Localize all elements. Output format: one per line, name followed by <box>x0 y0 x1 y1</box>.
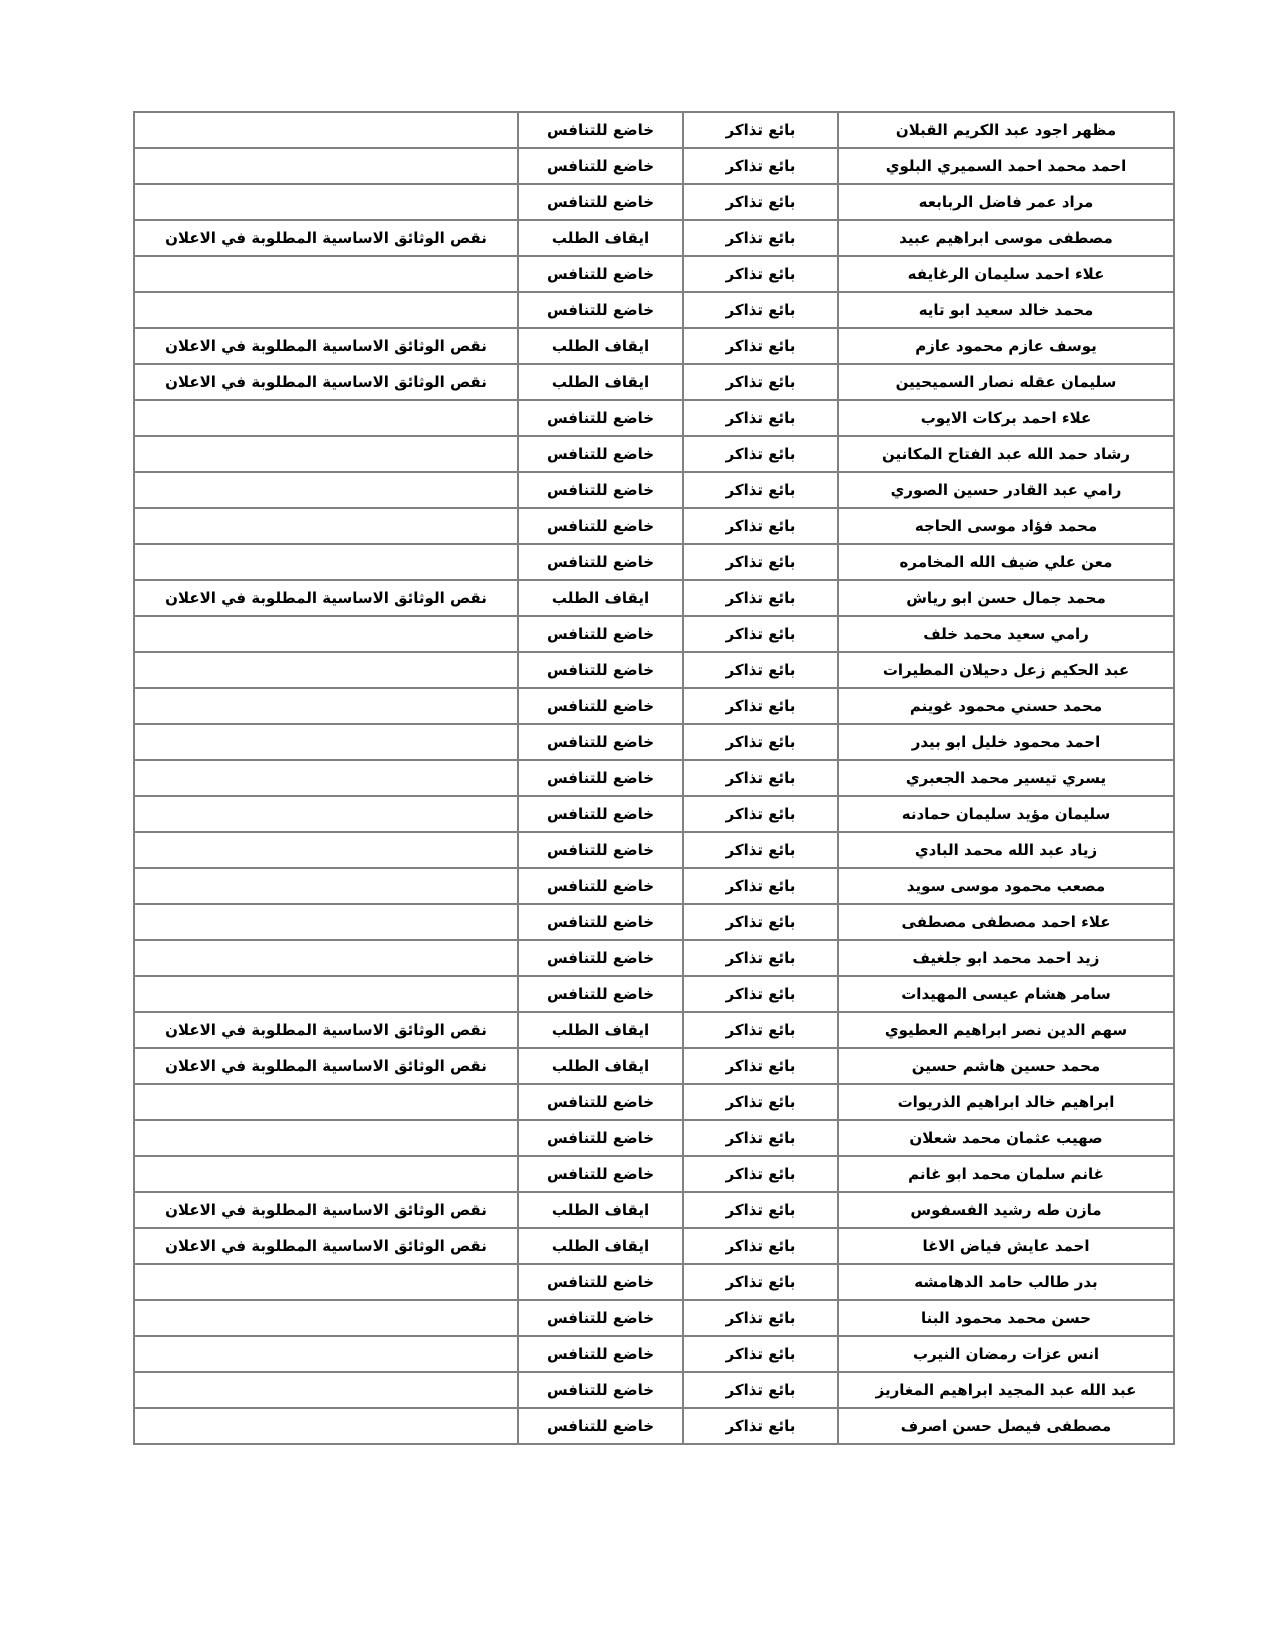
status-cell: خاضع للتنافس <box>518 616 683 652</box>
note-cell: نقص الوثائق الاساسية المطلوبة في الاعلان <box>134 1228 518 1264</box>
job-title-cell: بائع تذاكر <box>683 1336 838 1372</box>
applicant-name-cell: انس عزات رمضان النيرب <box>838 1336 1174 1372</box>
table-row <box>134 1408 1174 1444</box>
table-row <box>134 508 1174 544</box>
applicant-name-cell: مصطفى فيصل حسن اصرف <box>838 1408 1174 1444</box>
note-cell <box>134 616 518 652</box>
status-cell: خاضع للتنافس <box>518 184 683 220</box>
note-cell: نقص الوثائق الاساسية المطلوبة في الاعلان <box>134 364 518 400</box>
table-row <box>134 1300 1174 1336</box>
applicant-name-cell: عبد الله عبد المجيد ابراهيم المغاريز <box>838 1372 1174 1408</box>
applicants-table <box>133 111 1175 1445</box>
note-cell: نقص الوثائق الاساسية المطلوبة في الاعلان <box>134 1048 518 1084</box>
job-title-cell: بائع تذاكر <box>683 940 838 976</box>
note-cell: نقص الوثائق الاساسية المطلوبة في الاعلان <box>134 220 518 256</box>
table-row <box>134 580 1174 616</box>
job-title-cell: بائع تذاكر <box>683 796 838 832</box>
table-row <box>134 652 1174 688</box>
job-title-cell: بائع تذاكر <box>683 148 838 184</box>
job-title-cell: بائع تذاكر <box>683 904 838 940</box>
note-cell <box>134 184 518 220</box>
note-cell <box>134 1372 518 1408</box>
applicant-name-cell: حسن محمد محمود البنا <box>838 1300 1174 1336</box>
table-row <box>134 184 1174 220</box>
status-cell: خاضع للتنافس <box>518 1156 683 1192</box>
job-title-cell: بائع تذاكر <box>683 472 838 508</box>
table-body <box>134 112 1174 1444</box>
table-row <box>134 1264 1174 1300</box>
applicant-name-cell: احمد عايش فياض الاغا <box>838 1228 1174 1264</box>
status-cell: خاضع للتنافس <box>518 724 683 760</box>
applicant-name-cell: علاء احمد مصطفى مصطفى <box>838 904 1174 940</box>
applicant-name-cell: يوسف عازم محمود عازم <box>838 328 1174 364</box>
table-row <box>134 1120 1174 1156</box>
applicant-name-cell: بدر طالب حامد الدهامشه <box>838 1264 1174 1300</box>
table-row <box>134 1192 1174 1228</box>
job-title-cell: بائع تذاكر <box>683 292 838 328</box>
job-title-cell: بائع تذاكر <box>683 1012 838 1048</box>
applicant-name-cell: زيد احمد محمد ابو جلغيف <box>838 940 1174 976</box>
status-cell: خاضع للتنافس <box>518 400 683 436</box>
job-title-cell: بائع تذاكر <box>683 1048 838 1084</box>
job-title-cell: بائع تذاكر <box>683 1372 838 1408</box>
status-cell: خاضع للتنافس <box>518 904 683 940</box>
status-cell: خاضع للتنافس <box>518 652 683 688</box>
applicant-name-cell: علاء احمد سليمان الرغايفه <box>838 256 1174 292</box>
table-row <box>134 256 1174 292</box>
table-row <box>134 940 1174 976</box>
job-title-cell: بائع تذاكر <box>683 220 838 256</box>
table-row <box>134 904 1174 940</box>
job-title-cell: بائع تذاكر <box>683 832 838 868</box>
note-cell <box>134 508 518 544</box>
table-row <box>134 112 1174 148</box>
status-cell: ايقاف الطلب <box>518 1048 683 1084</box>
status-cell: خاضع للتنافس <box>518 1300 683 1336</box>
table-row <box>134 364 1174 400</box>
applicant-name-cell: يسري تيسير محمد الجعبري <box>838 760 1174 796</box>
status-cell: خاضع للتنافس <box>518 292 683 328</box>
applicant-name-cell: رامي عبد القادر حسين الصوري <box>838 472 1174 508</box>
table-row <box>134 1156 1174 1192</box>
table-row <box>134 220 1174 256</box>
applicant-name-cell: مازن طه رشيد الفسفوس <box>838 1192 1174 1228</box>
status-cell: خاضع للتنافس <box>518 832 683 868</box>
job-title-cell: بائع تذاكر <box>683 760 838 796</box>
job-title-cell: بائع تذاكر <box>683 508 838 544</box>
note-cell <box>134 292 518 328</box>
job-title-cell: بائع تذاكر <box>683 256 838 292</box>
job-title-cell: بائع تذاكر <box>683 868 838 904</box>
applicant-name-cell: محمد جمال حسن ابو رياش <box>838 580 1174 616</box>
applicant-name-cell: رامي سعيد محمد خلف <box>838 616 1174 652</box>
status-cell: خاضع للتنافس <box>518 1264 683 1300</box>
job-title-cell: بائع تذاكر <box>683 724 838 760</box>
job-title-cell: بائع تذاكر <box>683 1120 838 1156</box>
status-cell: خاضع للتنافس <box>518 148 683 184</box>
note-cell <box>134 1300 518 1336</box>
note-cell <box>134 760 518 796</box>
applicant-name-cell: سامر هشام عيسى المهيدات <box>838 976 1174 1012</box>
job-title-cell: بائع تذاكر <box>683 616 838 652</box>
job-title-cell: بائع تذاكر <box>683 544 838 580</box>
table-row <box>134 544 1174 580</box>
applicant-name-cell: مصعب محمود موسى سويد <box>838 868 1174 904</box>
table-row <box>134 148 1174 184</box>
status-cell: ايقاف الطلب <box>518 580 683 616</box>
note-cell <box>134 688 518 724</box>
job-title-cell: بائع تذاكر <box>683 184 838 220</box>
job-title-cell: بائع تذاكر <box>683 580 838 616</box>
status-cell: خاضع للتنافس <box>518 1336 683 1372</box>
table-row <box>134 436 1174 472</box>
status-cell: ايقاف الطلب <box>518 328 683 364</box>
note-cell <box>134 1336 518 1372</box>
note-cell: نقص الوثائق الاساسية المطلوبة في الاعلان <box>134 328 518 364</box>
table-row <box>134 832 1174 868</box>
applicant-name-cell: صهيب عثمان محمد شعلان <box>838 1120 1174 1156</box>
job-title-cell: بائع تذاكر <box>683 436 838 472</box>
applicant-name-cell: غانم سلمان محمد ابو غانم <box>838 1156 1174 1192</box>
status-cell: خاضع للتنافس <box>518 1084 683 1120</box>
applicant-name-cell: سهم الدين نصر ابراهيم العطيوي <box>838 1012 1174 1048</box>
job-title-cell: بائع تذاكر <box>683 1156 838 1192</box>
table-row <box>134 976 1174 1012</box>
status-cell: خاضع للتنافس <box>518 544 683 580</box>
applicant-name-cell: محمد حسين هاشم حسين <box>838 1048 1174 1084</box>
status-cell: خاضع للتنافس <box>518 688 683 724</box>
applicant-name-cell: رشاد حمد الله عبد الفتاح المكانين <box>838 436 1174 472</box>
status-cell: خاضع للتنافس <box>518 868 683 904</box>
job-title-cell: بائع تذاكر <box>683 1300 838 1336</box>
applicant-name-cell: محمد حسني محمود غوينم <box>838 688 1174 724</box>
note-cell <box>134 832 518 868</box>
applicant-name-cell: سليمان مؤيد سليمان حمادنه <box>838 796 1174 832</box>
table-row <box>134 1372 1174 1408</box>
note-cell <box>134 724 518 760</box>
status-cell: خاضع للتنافس <box>518 1372 683 1408</box>
note-cell <box>134 148 518 184</box>
note-cell <box>134 868 518 904</box>
table-row <box>134 724 1174 760</box>
status-cell: خاضع للتنافس <box>518 940 683 976</box>
applicant-name-cell: علاء احمد بركات الايوب <box>838 400 1174 436</box>
applicant-name-cell: عبد الحكيم زعل دحيلان المطيرات <box>838 652 1174 688</box>
applicant-name-cell: محمد خالد سعيد ابو تايه <box>838 292 1174 328</box>
table-row <box>134 1336 1174 1372</box>
note-cell <box>134 1156 518 1192</box>
job-title-cell: بائع تذاكر <box>683 328 838 364</box>
status-cell: ايقاف الطلب <box>518 220 683 256</box>
status-cell: خاضع للتنافس <box>518 256 683 292</box>
job-title-cell: بائع تذاكر <box>683 1228 838 1264</box>
note-cell <box>134 544 518 580</box>
note-cell <box>134 904 518 940</box>
note-cell <box>134 112 518 148</box>
table-row <box>134 688 1174 724</box>
table-row <box>134 1012 1174 1048</box>
job-title-cell: بائع تذاكر <box>683 976 838 1012</box>
applicant-name-cell: مراد عمر فاضل الربابعه <box>838 184 1174 220</box>
note-cell <box>134 976 518 1012</box>
job-title-cell: بائع تذاكر <box>683 1084 838 1120</box>
applicant-name-cell: احمد محمد احمد السميري البلوي <box>838 148 1174 184</box>
note-cell <box>134 1408 518 1444</box>
status-cell: خاضع للتنافس <box>518 1120 683 1156</box>
note-cell <box>134 436 518 472</box>
applicant-name-cell: معن علي ضيف الله المخامره <box>838 544 1174 580</box>
table-row <box>134 328 1174 364</box>
status-cell: خاضع للتنافس <box>518 1408 683 1444</box>
applicant-name-cell: سليمان عقله نصار السميحيين <box>838 364 1174 400</box>
table-row <box>134 1048 1174 1084</box>
note-cell <box>134 472 518 508</box>
table-row <box>134 400 1174 436</box>
note-cell <box>134 652 518 688</box>
status-cell: ايقاف الطلب <box>518 1192 683 1228</box>
status-cell: خاضع للتنافس <box>518 976 683 1012</box>
job-title-cell: بائع تذاكر <box>683 688 838 724</box>
note-cell: نقص الوثائق الاساسية المطلوبة في الاعلان <box>134 1012 518 1048</box>
status-cell: خاضع للتنافس <box>518 112 683 148</box>
table-row <box>134 1084 1174 1120</box>
table-row <box>134 292 1174 328</box>
note-cell <box>134 796 518 832</box>
job-title-cell: بائع تذاكر <box>683 1264 838 1300</box>
status-cell: ايقاف الطلب <box>518 1228 683 1264</box>
note-cell: نقص الوثائق الاساسية المطلوبة في الاعلان <box>134 1192 518 1228</box>
status-cell: خاضع للتنافس <box>518 472 683 508</box>
table-row <box>134 760 1174 796</box>
note-cell <box>134 1264 518 1300</box>
applicant-name-cell: مصطفى موسى ابراهيم عبيد <box>838 220 1174 256</box>
job-title-cell: بائع تذاكر <box>683 364 838 400</box>
table-row <box>134 1228 1174 1264</box>
applicant-name-cell: ابراهيم خالد ابراهيم الذريوات <box>838 1084 1174 1120</box>
status-cell: ايقاف الطلب <box>518 364 683 400</box>
note-cell <box>134 400 518 436</box>
applicant-name-cell: محمد فؤاد موسى الحاجه <box>838 508 1174 544</box>
job-title-cell: بائع تذاكر <box>683 112 838 148</box>
status-cell: ايقاف الطلب <box>518 1012 683 1048</box>
applicant-name-cell: احمد محمود خليل ابو بيدر <box>838 724 1174 760</box>
status-cell: خاضع للتنافس <box>518 796 683 832</box>
applicant-name-cell: زياد عبد الله محمد البادي <box>838 832 1174 868</box>
table-row <box>134 868 1174 904</box>
job-title-cell: بائع تذاكر <box>683 400 838 436</box>
table-row <box>134 616 1174 652</box>
note-cell <box>134 1084 518 1120</box>
applicant-name-cell: مظهر اجود عبد الكريم القبلان <box>838 112 1174 148</box>
job-title-cell: بائع تذاكر <box>683 1408 838 1444</box>
status-cell: خاضع للتنافس <box>518 508 683 544</box>
note-cell <box>134 1120 518 1156</box>
status-cell: خاضع للتنافس <box>518 760 683 796</box>
job-title-cell: بائع تذاكر <box>683 652 838 688</box>
note-cell <box>134 940 518 976</box>
note-cell: نقص الوثائق الاساسية المطلوبة في الاعلان <box>134 580 518 616</box>
job-title-cell: بائع تذاكر <box>683 1192 838 1228</box>
status-cell: خاضع للتنافس <box>518 436 683 472</box>
table-row <box>134 472 1174 508</box>
table-row <box>134 796 1174 832</box>
note-cell <box>134 256 518 292</box>
